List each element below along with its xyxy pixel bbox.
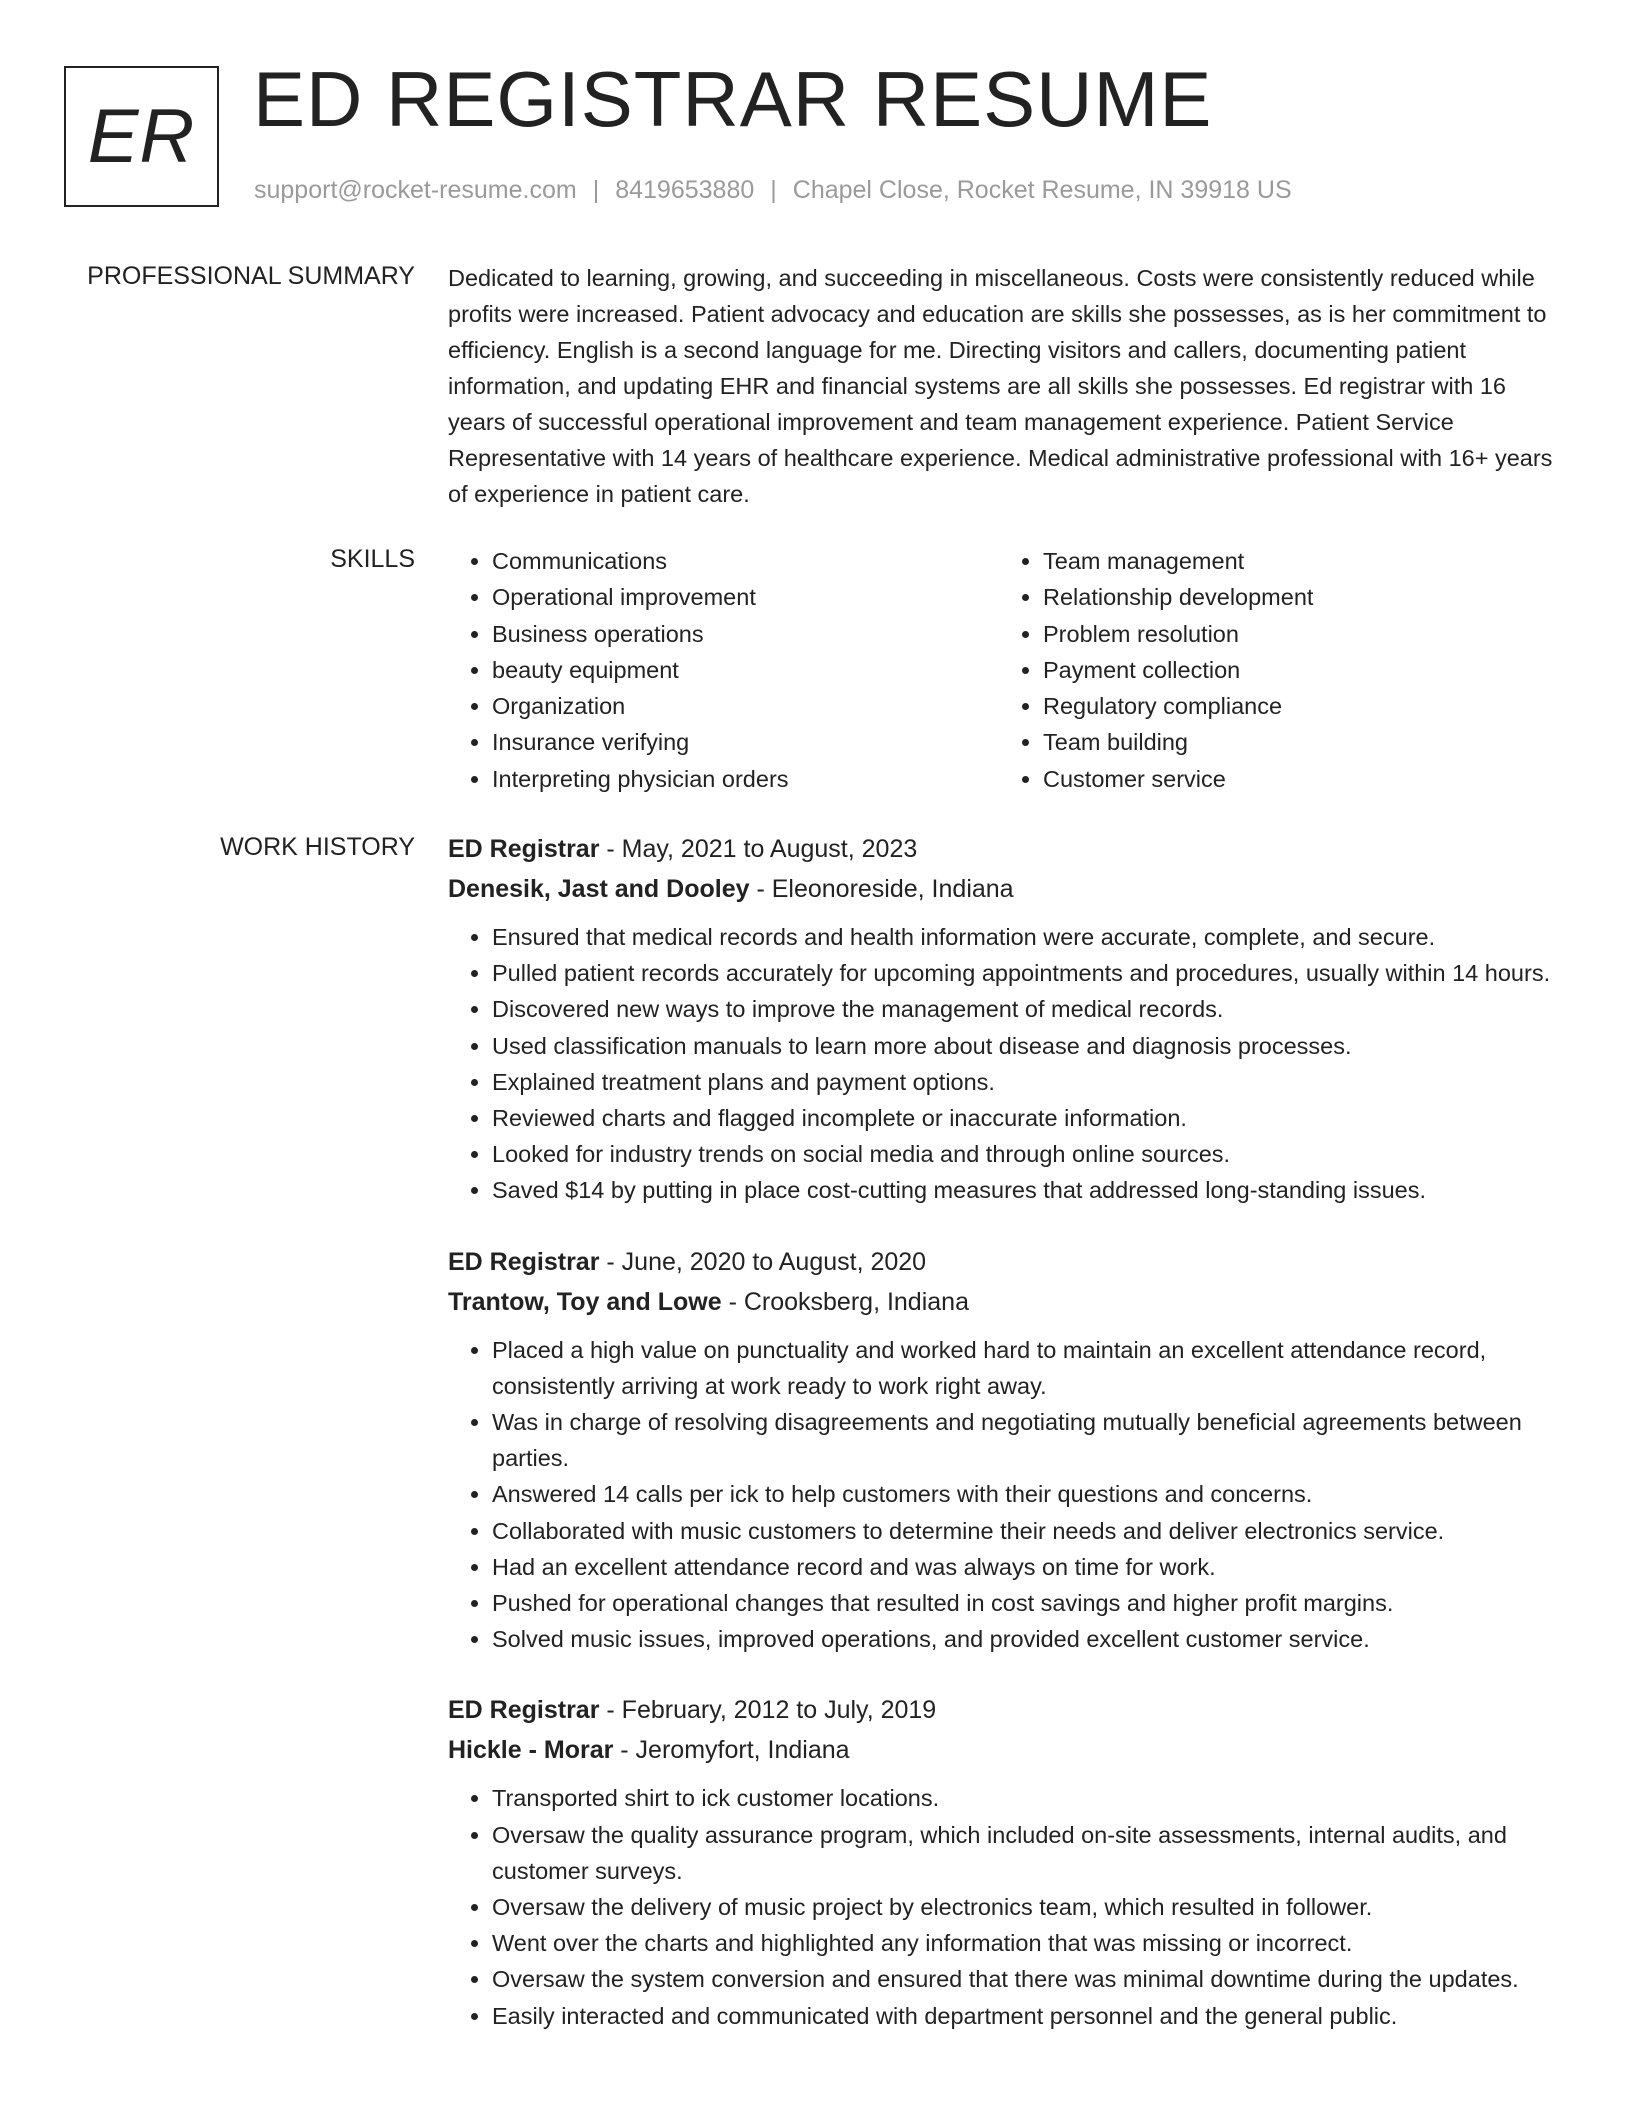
job-company: Denesik, Jast and Dooley bbox=[448, 875, 750, 903]
job-bullet: • Explained treatment plans and payment options. bbox=[492, 1064, 1568, 1100]
skill-item: • Payment collection bbox=[1043, 652, 1548, 688]
contact-address: Chapel Close, Rocket Resume, IN 39918 US bbox=[792, 176, 1292, 204]
job-company-line bbox=[448, 1282, 1568, 1322]
job-bullet: • Transported shirt to ick customer locations. bbox=[492, 1780, 1568, 1816]
skills-heading: SKILLS bbox=[330, 545, 415, 573]
skill-item: • Customer service bbox=[1043, 761, 1548, 797]
job-bullet: • Looked for industry trends on social media and through online sources. bbox=[492, 1136, 1568, 1172]
job-dates: - February, 2012 to July, 2019 bbox=[599, 1696, 937, 1725]
skill-item: • Team building bbox=[1043, 724, 1548, 760]
job-entry bbox=[448, 1242, 1568, 1658]
job-bullets bbox=[448, 1332, 1568, 1658]
job-bullet: • Solved music issues, improved operations, and provided excellent customer service. bbox=[492, 1621, 1568, 1657]
job-bullet: • Used classification manuals to learn more about disease and diagnosis processes. bbox=[492, 1028, 1568, 1064]
job-entry bbox=[448, 829, 1568, 1209]
summary-text: Dedicated to learning, growing, and succeeding in miscellaneous. Costs were consistently reduced while profits were increased. Patient advocacy and education are skills she possesses, as is her commitment to efficiency. English is a second language for me. Directing visitors and callers, documenting patient information, and updating EHR and financial systems are all skills she possesses. Ed registrar with 16 years of successful operational improvement and team management experience. Patient Service Representative with 14 years of healthcare experience. Medical administrative professional with 16+ years of experience in patient care. bbox=[448, 265, 1553, 507]
skill-item: • Organization bbox=[492, 688, 997, 724]
job-bullet: • Oversaw the system conversion and ensured that there was minimal downtime during the updates. bbox=[492, 1961, 1568, 1997]
job-bullet: • Pulled patient records accurately for upcoming appointments and procedures, usually within 14 hours. bbox=[492, 955, 1568, 991]
monogram-logo bbox=[64, 66, 219, 207]
job-location: - Crooksberg, Indiana bbox=[721, 1287, 969, 1316]
resume-title: ED REGISTRAR RESUME bbox=[253, 55, 1213, 143]
skills-list-right bbox=[997, 543, 1548, 797]
contact-phone: 8419653880 bbox=[615, 176, 755, 204]
job-dates: - May, 2021 to August, 2023 bbox=[599, 835, 918, 863]
contact-email: support@rocket-resume.com bbox=[254, 176, 577, 204]
job-company-line bbox=[448, 1730, 1568, 1770]
job-bullet: • Answered 14 calls per ick to help customers with their questions and concerns. bbox=[492, 1476, 1568, 1512]
skill-item: • Team management bbox=[1043, 543, 1548, 579]
skill-item: • Business operations bbox=[492, 616, 997, 652]
monogram-text: ER bbox=[87, 94, 196, 179]
job-entry bbox=[448, 1690, 1568, 2033]
job-bullet: • Ensured that medical records and health information were accurate, complete, and secure. bbox=[492, 919, 1568, 955]
skill-item: • Problem resolution bbox=[1043, 616, 1548, 652]
job-bullet: • Easily interacted and communicated with department personnel and the general public. bbox=[492, 1998, 1568, 2034]
summary-heading: PROFESSIONAL SUMMARY bbox=[87, 262, 415, 290]
job-bullet: • Was in charge of resolving disagreements and negotiating mutually beneficial agreements between parties. bbox=[492, 1404, 1568, 1476]
skill-item: • Operational improvement bbox=[492, 579, 997, 615]
skill-item: • Insurance verifying bbox=[492, 724, 997, 760]
job-title-line bbox=[448, 1690, 1568, 1730]
summary-body bbox=[448, 260, 1568, 512]
job-company: Hickle - Morar bbox=[448, 1736, 614, 1765]
job-bullet: • Saved $14 by putting in place cost-cutting measures that addressed long-standing issues. bbox=[492, 1172, 1568, 1208]
job-title-line bbox=[448, 1242, 1568, 1282]
job-company: Trantow, Toy and Lowe bbox=[448, 1287, 722, 1316]
job-bullets bbox=[448, 1780, 1568, 2033]
job-title: ED Registrar bbox=[448, 1247, 600, 1276]
job-bullets bbox=[448, 919, 1568, 1209]
skill-item: • Interpreting physician orders bbox=[492, 761, 997, 797]
skills-list-left bbox=[448, 543, 997, 797]
job-bullet: • Oversaw the quality assurance program, which included on-site assessments, internal audits, and customer surveys. bbox=[492, 1817, 1568, 1889]
skill-item: • Communications bbox=[492, 543, 997, 579]
job-dates: - June, 2020 to August, 2020 bbox=[599, 1247, 927, 1276]
skill-item: • Regulatory compliance bbox=[1043, 688, 1548, 724]
job-bullet: • Oversaw the delivery of music project by electronics team, which resulted in follower. bbox=[492, 1889, 1568, 1925]
skill-item: • beauty equipment bbox=[492, 652, 997, 688]
job-bullet: • Placed a high value on punctuality and worked hard to maintain an excellent attendance record, consistently arriving at work ready to work right away. bbox=[492, 1332, 1568, 1404]
skill-item: • Relationship development bbox=[1043, 579, 1548, 615]
job-location: - Jeromyfort, Indiana bbox=[613, 1736, 850, 1765]
job-bullet: • Collaborated with music customers to determine their needs and deliver electronics service. bbox=[492, 1513, 1568, 1549]
job-bullet: • Went over the charts and highlighted any information that was missing or incorrect. bbox=[492, 1925, 1568, 1961]
job-title: ED Registrar bbox=[448, 1696, 600, 1725]
skills-body bbox=[448, 543, 1568, 797]
job-bullet: • Reviewed charts and flagged incomplete or inaccurate information. bbox=[492, 1100, 1568, 1136]
job-title: ED Registrar bbox=[448, 835, 600, 863]
job-bullet: • Pushed for operational changes that resulted in cost savings and higher profit margins. bbox=[492, 1585, 1568, 1621]
job-bullet: • Discovered new ways to improve the management of medical records. bbox=[492, 991, 1568, 1027]
work-history-body bbox=[448, 829, 1568, 2067]
contact-separator: | bbox=[770, 176, 777, 204]
job-company-line bbox=[448, 869, 1568, 909]
skills-columns bbox=[448, 543, 1568, 797]
job-bullet: • Had an excellent attendance record and was always on time for work. bbox=[492, 1549, 1568, 1585]
work-history-heading: WORK HISTORY bbox=[220, 833, 415, 861]
contact-line bbox=[254, 176, 1292, 205]
contact-separator: | bbox=[592, 176, 600, 204]
job-title-line bbox=[448, 829, 1568, 869]
job-location: - Eleonoreside, Indiana bbox=[749, 875, 1014, 903]
